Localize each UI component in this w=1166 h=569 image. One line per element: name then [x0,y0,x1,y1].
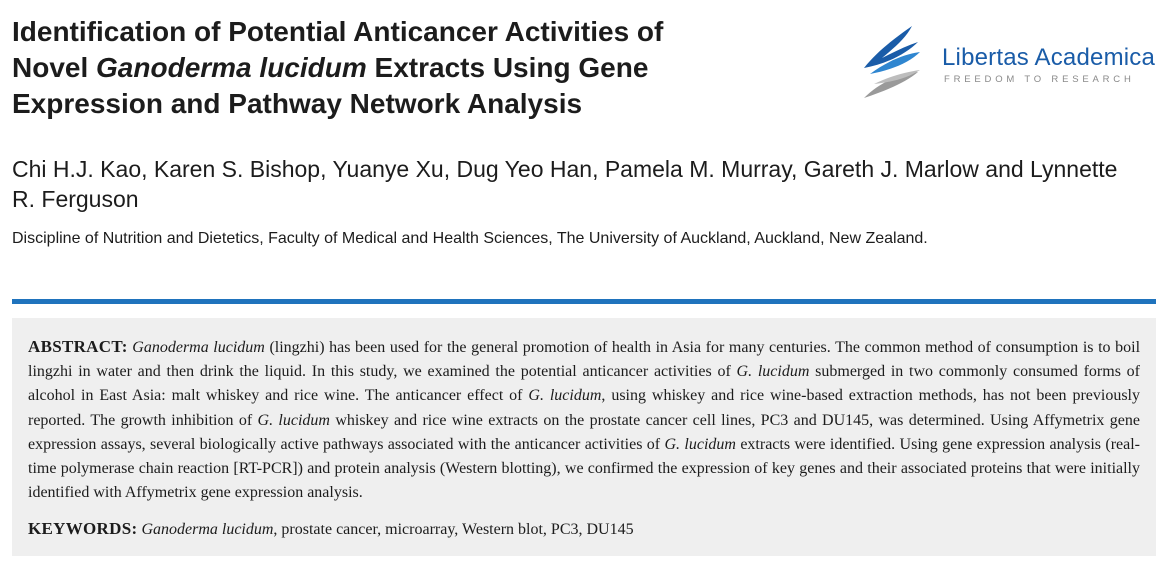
abstract-species-4: G. lucidum [257,411,330,429]
abstract-label: ABSTRACT: [28,337,128,356]
abstract-section [12,318,1156,556]
keywords-paragraph [28,517,1140,542]
author-list: Chi H.J. Kao, Karen S. Bishop, Yuanye Xu, Dug Yeo Han, Pamela M. Murray, Gareth J. Marlow and Lynnette R. Ferguson [12,156,1118,212]
title-line-2-prefix: Novel [12,52,97,83]
abstract-text-4: whiskey and rice wine extracts on the prostate cancer cell lines, PC3 and DU145, was determined. Using Affymetrix gene expression assays, several biologically active pathways associated with the anticancer activities of [28,411,1140,453]
header-divider [12,299,1156,304]
title-line-3: Expression and Pathway Network Analysis [12,88,583,119]
publisher-logo [860,22,1160,102]
logo-tagline: FREEDOM TO RESEARCH [944,74,1135,85]
keywords-species: Ganoderma lucidum [141,521,274,539]
keywords-label: KEYWORDS: [28,519,138,539]
article-title [12,14,772,122]
libertas-wing-icon [860,22,940,102]
title-species-name: Ganoderma lucidum [96,52,367,83]
abstract-paragraph [28,335,1140,505]
abstract-text-2: submerged in two commonly consumed forms of alcohol in East Asia: malt whiskey and rice wine. The anticancer effect of [28,363,1141,405]
abstract-species-1: Ganoderma lucidum [132,339,265,356]
abstract-text-3: , using whiskey and rice wine-based extraction methods, has not been previously reported. The growth inhibition of [28,387,1140,429]
abstract-text-1: (lingzhi) has been used for the general promotion of health in Asia for many centuries. The common method of consumption is to boil lingzhi in water and then drink the liquid. In this study, we examined the potential anticancer activities of [28,339,1141,381]
title-line-1: Identification of Potential Anticancer Activities of [12,16,664,47]
abstract-species-2: G. lucidum [736,363,810,381]
abstract-text-5: extracts were identified. Using gene expression analysis (real-time polymerase chain reaction [RT-PCR]) and protein analysis (Western blotting), we confirmed the expression of key genes and their associated proteins that were initially identified with Affymetrix gene expression analysis. [28,435,1141,502]
keywords-list: , prostate cancer, microarray, Western blot, PC3, DU145 [273,521,634,539]
logo-name: Libertas Academica [942,44,1156,71]
author-affiliation: Discipline of Nutrition and Dietetics, Faculty of Medical and Health Sciences, The University of Auckland, Auckland, New Zealand. [12,230,928,247]
abstract-species-3: G. lucidum [528,387,602,405]
title-line-2-suffix: Extracts Using Gene [366,52,649,83]
abstract-species-5: G. lucidum [664,435,736,453]
